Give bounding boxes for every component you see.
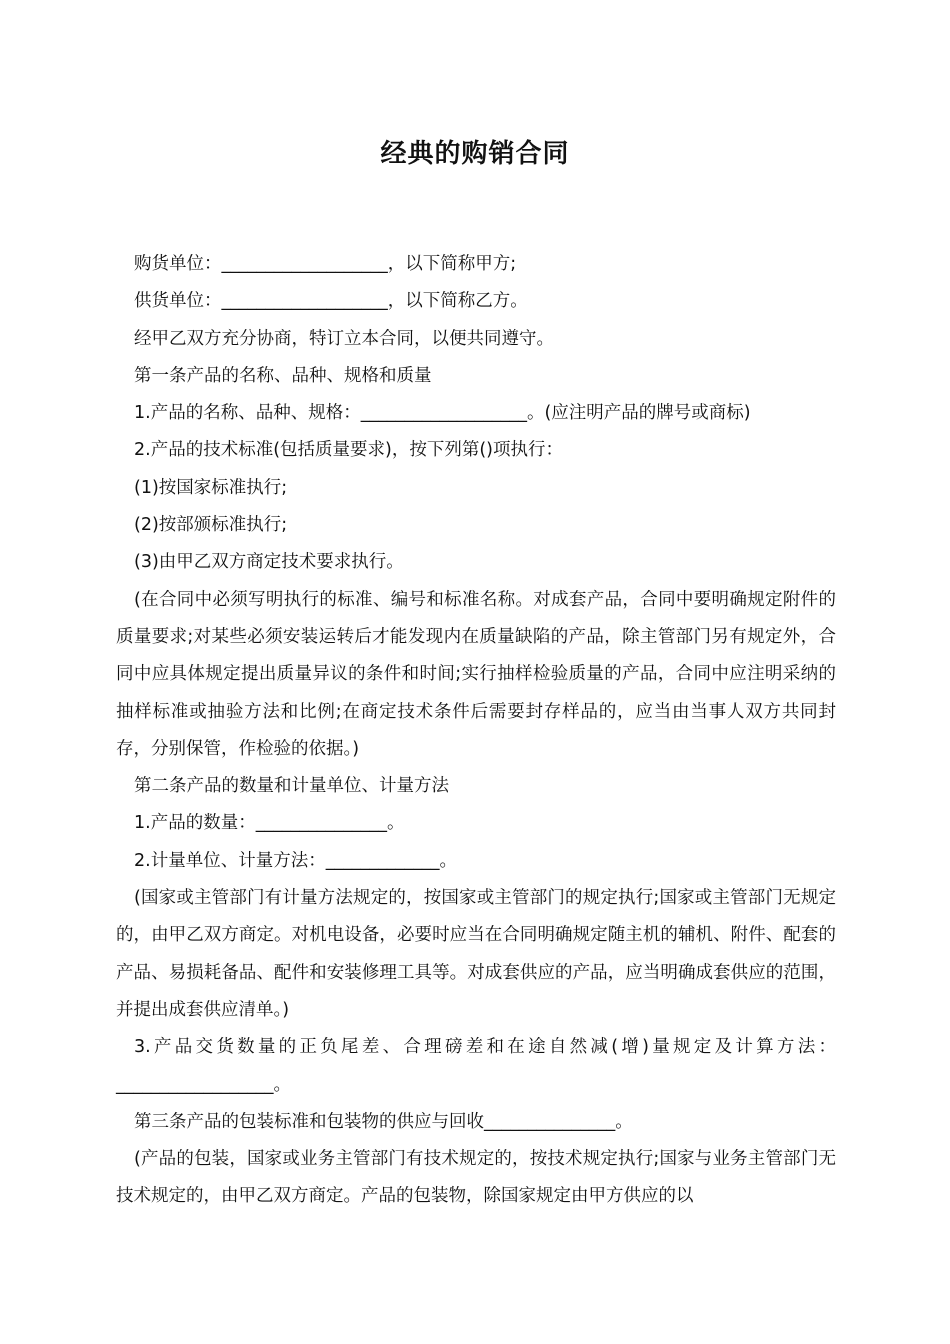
article-1-note: (在合同中必须写明执行的标准、编号和标准名称。对成套产品，合同中要明确规定附件的质量要求;对某些必须安装运转后才能发现内在质量缺陷的产品，除主管部门另有规定外，合同中应具体规定提出质量异议的条件和时间;实行抽样检验质量的产品，合同中应注明采纳的抽样标准或抽验方法和比例;在商定技术条件后需要封存样品的，应当由当事人双方共同封存，分别保管，作检验的依据。)	[116, 589, 836, 759]
contract-body	[116, 246, 836, 1216]
agreement-intro: 经甲乙双方充分协商，特订立本合同，以便共同遵守。	[134, 328, 554, 349]
article-2-item-1: 1.产品的数量：_______________。	[134, 813, 405, 834]
option-2: (2)按部颁标准执行;	[134, 515, 288, 536]
article-3-heading: 第三条产品的包装标准和包装物的供应与回收_______________。	[134, 1111, 633, 1132]
buyer-line: 购货单位：___________________，以下简称甲方;	[134, 254, 517, 274]
article-3-note: (产品的包装，国家或业务主管部门有技术规定的，按技术规定执行;国家与业务主管部门无技术规定的，由甲乙双方商定。产品的包装物，除国家规定由甲方供应的以	[116, 1149, 836, 1207]
article-2-heading: 第二条产品的数量和计量单位、计量方法	[134, 776, 449, 797]
option-3: (3)由甲乙双方商定技术要求执行。	[134, 552, 404, 573]
supplier-line: 供货单位：___________________，以下简称乙方。	[134, 291, 528, 312]
article-2-item-3: 3.产品交货数量的正负尾差、合理磅差和在途自然减(增)量规定及计算方法：__________________。	[116, 1037, 836, 1095]
article-1-item-2: 2.产品的技术标准(包括质量要求)，按下列第()项执行：	[134, 440, 564, 461]
option-1: (1)按国家标准执行;	[134, 477, 288, 498]
article-1-heading: 第一条产品的名称、品种、规格和质量	[134, 365, 432, 386]
article-2-note: (国家或主管部门有计量方法规定的，按国家或主管部门的规定执行;国家或主管部门无规定的，由甲乙双方商定。对机电设备，必要时应当在合同明确规定随主机的辅机、附件、配套的产品、易损耗备品、配件和安装修理工具等。对成套供应的产品，应当明确成套供应的范围，并提出成套供应清单。)	[116, 888, 836, 1020]
document-title: 经典的购销合同	[380, 139, 570, 169]
article-1-item-1: 1.产品的名称、品种、规格：___________________。(应注明产品的牌号或商标)	[134, 403, 751, 424]
article-2-item-2: 2.计量单位、计量方法：_____________。	[134, 850, 457, 871]
